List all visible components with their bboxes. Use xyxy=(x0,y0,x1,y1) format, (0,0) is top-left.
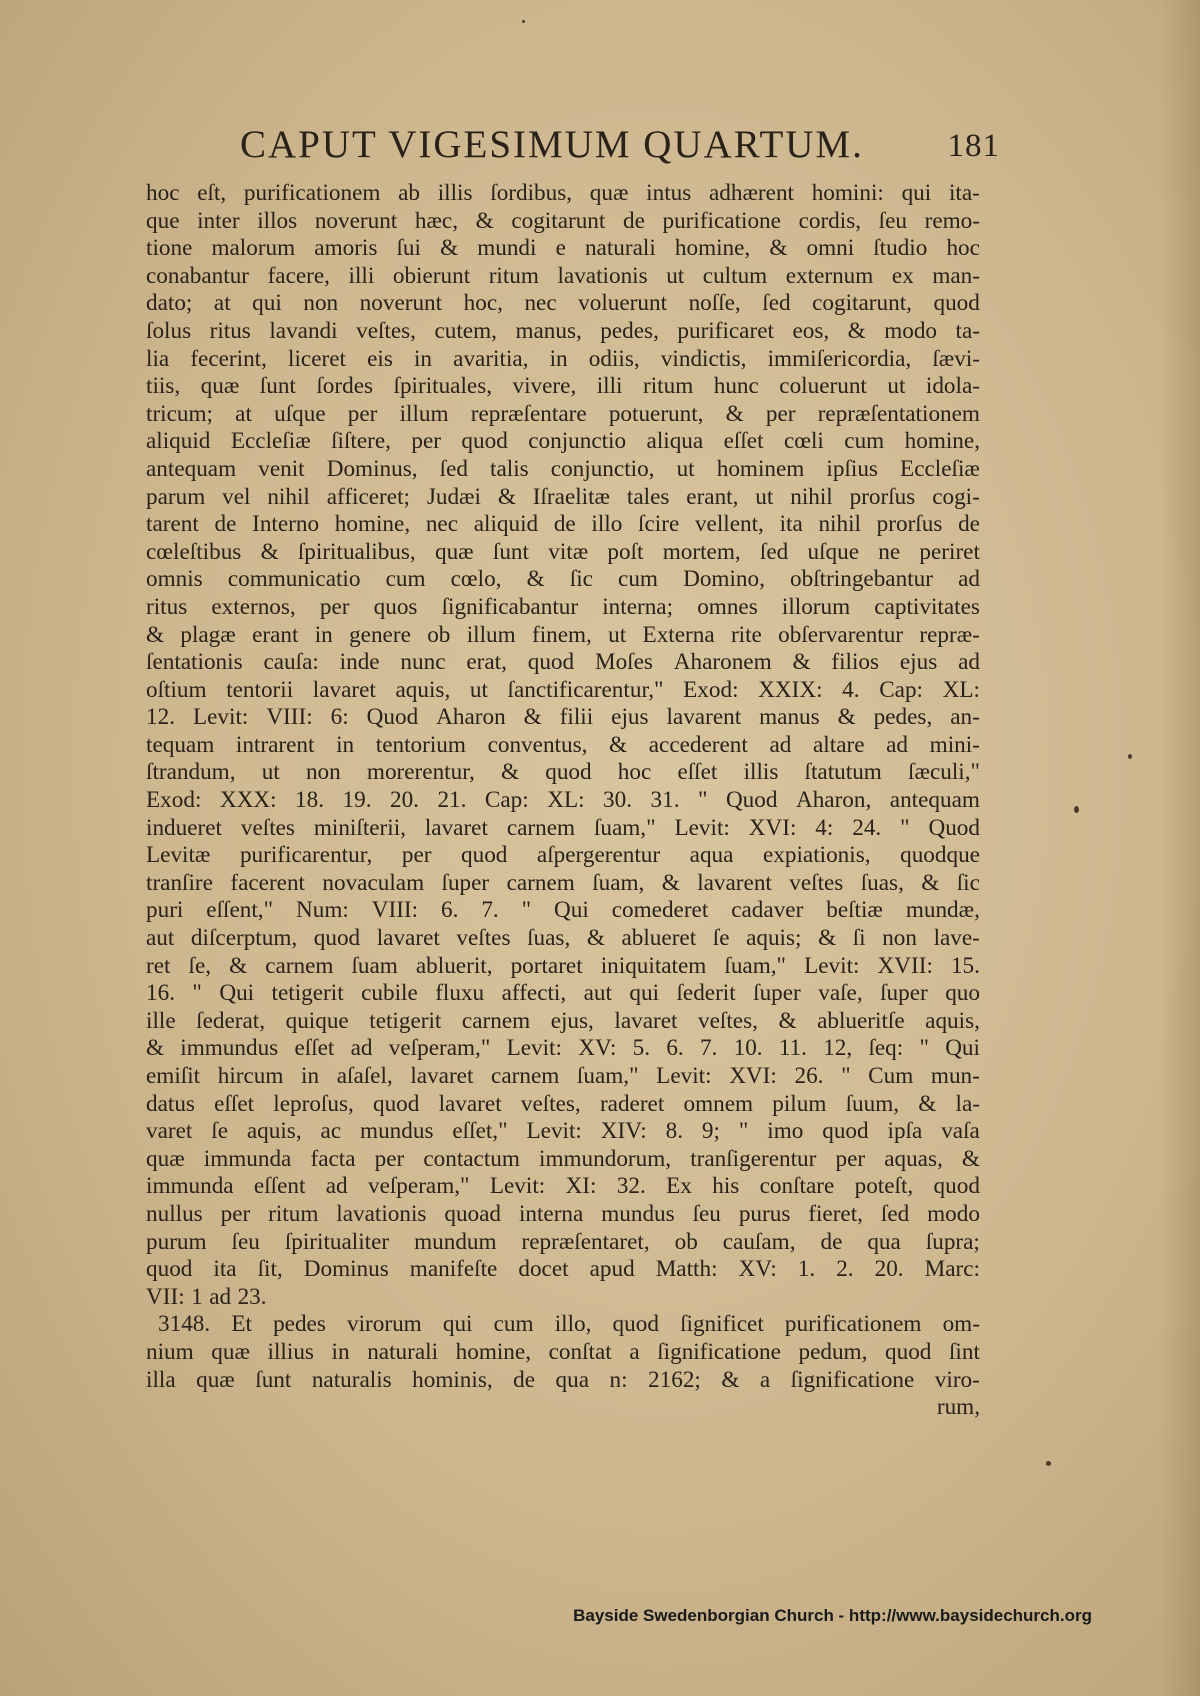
text-line: tequam intrarent in tentorium conventus, & accederent ad altare ad mini- xyxy=(146,731,980,758)
text-line: hoc eſt, purificationem ab illis ſordibus, quæ intus adhærent homini: qui ita- xyxy=(146,180,980,206)
text-line: nullus per ritum lavationis quoad interna mundus ſeu purus fieret, ſed modo xyxy=(146,1200,980,1227)
text-line: & immundus eſſet ad veſperam," Levit: XV: 5. 6. 7. 10. 11. 12, ſeq: " Qui xyxy=(146,1035,980,1062)
text-line: tarent de Interno homine, nec aliquid de illo ſcire vellent, ita nihil prorſus de xyxy=(146,511,980,538)
catchword: rum, xyxy=(936,1394,980,1421)
text-line: 12. Levit: VIII: 6: Quod Aharon & filii ejus lavarent manus & pedes, an- xyxy=(146,704,980,731)
text-line: oſtium tentorii lavaret aquis, ut ſanctificarentur," Exod: XXIX: 4. Cap: XL: xyxy=(146,676,980,703)
text-line: tiis, quæ ſunt ſordes ſpirituales, vivere, illi ritum hunc coluerunt ut idola- xyxy=(146,373,980,400)
text-line: que inter illos noverunt hæc, & cogitarunt de purificatione cordis, ſeu remo- xyxy=(146,207,980,234)
text-line: ret ſe, & carnem ſuam abluerit, portaret iniquitatem ſuam," Levit: XVII: 15. xyxy=(146,952,980,979)
ink-speck xyxy=(1046,1461,1051,1466)
text-line: ſentationis cauſa: inde nunc erat, quod Moſes Aharonem & filios ejus ad xyxy=(146,649,980,676)
text-line: dato; at qui non noverunt hoc, nec voluerunt noſſe, ſed cogitarunt, quod xyxy=(146,290,980,317)
text-line: 3148. Et pedes virorum qui cum illo, quod ſignificet purificationem om- xyxy=(158,1311,980,1338)
text-line: ritus externos, per quos ſignificabantur interna; omnes illorum captivitates xyxy=(146,593,980,620)
text-line: lia fecerint, liceret eis in avaritia, in odiis, vindictis, immiſericordia, ſævi- xyxy=(146,345,980,372)
text-line: VII: 1 ad 23. xyxy=(146,1283,267,1310)
text-line: illa quæ ſunt naturalis hominis, de qua n: 2162; & a ſignificatione viro- xyxy=(146,1366,980,1393)
text-line: purum ſeu ſpiritualiter mundum repræſentaret, ob cauſam, de qua ſupra; xyxy=(146,1228,980,1255)
text-line: omnis communicatio cum cœlo, & ſic cum Domino, obſtringebantur ad xyxy=(146,566,980,593)
ink-speck xyxy=(1074,806,1079,813)
text-line: quæ immunda facta per contactum immundorum, tranſigerentur per aquas, & xyxy=(146,1145,980,1172)
text-line: antequam venit Dominus, ſed talis conjunctio, ut hominem ipſius Eccleſiæ xyxy=(146,455,980,482)
page-edge-shadow xyxy=(1160,0,1200,1696)
text-line: quod ita ſit, Dominus manifeſte docet apud Matth: XV: 1. 2. 20. Marc: xyxy=(146,1256,980,1283)
text-line: nium quæ illius in naturali homine, conſtat a ſignificatione pedum, quod ſint xyxy=(146,1338,980,1365)
text-line: puri eſſent," Num: VIII: 6. 7. " Qui comederet cadaver beſtiæ mundæ, xyxy=(146,897,980,924)
text-line: & plagæ erant in genere ob illum finem, ut Externa rite obſervarentur repræ- xyxy=(146,621,980,648)
text-line: ille ſederat, quique tetigerit carnem ejus, lavaret veſtes, & ablueritſe aquis, xyxy=(146,1007,980,1034)
text-line: aut diſcerptum, quod lavaret veſtes ſuas, & ablueret ſe aquis; & ſi non lave- xyxy=(146,925,980,952)
body-text xyxy=(146,180,980,1422)
page-header xyxy=(240,122,1000,174)
text-line: aliquid Eccleſiæ ſiſtere, per quod conjunctio aliqua eſſet cœli cum homine, xyxy=(146,428,980,455)
text-line: Levitæ purificarentur, per quod aſpergerentur aqua expiationis, quodque xyxy=(146,842,980,869)
text-line: ſtrandum, ut non morerentur, & quod hoc eſſet illis ſtatutum ſæculi," xyxy=(146,759,980,786)
text-line: indueret veſtes miniſterii, lavaret carnem ſuam," Levit: XVI: 4: 24. " Quod xyxy=(146,814,980,841)
text-line: varet ſe aquis, ac mundus eſſet," Levit: XIV: 8. 9; " imo quod ipſa vaſa xyxy=(146,1118,980,1145)
ink-speck xyxy=(522,20,525,23)
text-line: ſolus ritus lavandi veſtes, cutem, manus, pedes, purificaret eos, & modo ta- xyxy=(146,317,980,344)
page-number: 181 xyxy=(947,128,1000,164)
text-line: datus eſſet leproſus, quod lavaret veſtes, raderet omnem pilum ſuum, & la- xyxy=(146,1090,980,1117)
site-watermark: Bayside Swedenborgian Church - http://www.baysidechurch.org xyxy=(573,1606,1092,1625)
text-line: parum vel nihil afficeret; Judæi & Iſraelitæ tales erant, ut nihil prorſus cogi- xyxy=(146,483,980,510)
text-line: Exod: XXX: 18. 19. 20. 21. Cap: XL: 30. 31. " Quod Aharon, antequam xyxy=(146,787,980,814)
text-line: 16. " Qui tetigerit cubile fluxu affecti, aut qui ſederit ſuper vaſe, ſuper quo xyxy=(146,980,980,1007)
running-title: CAPUT VIGESIMUM QUARTUM. xyxy=(240,123,864,166)
text-line: tricum; at uſque per illum repræſentare potuerunt, & per repræſentationem xyxy=(146,400,980,427)
text-line: conabantur facere, illi obierunt ritum lavationis ut cultum externum ex man- xyxy=(146,262,980,289)
text-line: tranſire facerent novaculam ſuper carnem ſuam, & lavarent veſtes ſuas, & ſic xyxy=(146,869,980,896)
text-line: emiſit hircum in aſaſel, lavaret carnem ſuam," Levit: XVI: 26. " Cum mun- xyxy=(146,1063,980,1089)
text-line: immunda eſſent ad veſperam," Levit: XI: 32. Ex his conſtare poteſt, quod xyxy=(146,1173,980,1200)
ink-speck xyxy=(1128,754,1132,759)
text-line: cœleſtibus & ſpiritualibus, quæ ſunt vitæ poſt mortem, ſed uſque ne periret xyxy=(146,538,980,565)
text-line: tione malorum amoris ſui & mundi e naturali homine, & omni ſtudio hoc xyxy=(146,235,980,262)
